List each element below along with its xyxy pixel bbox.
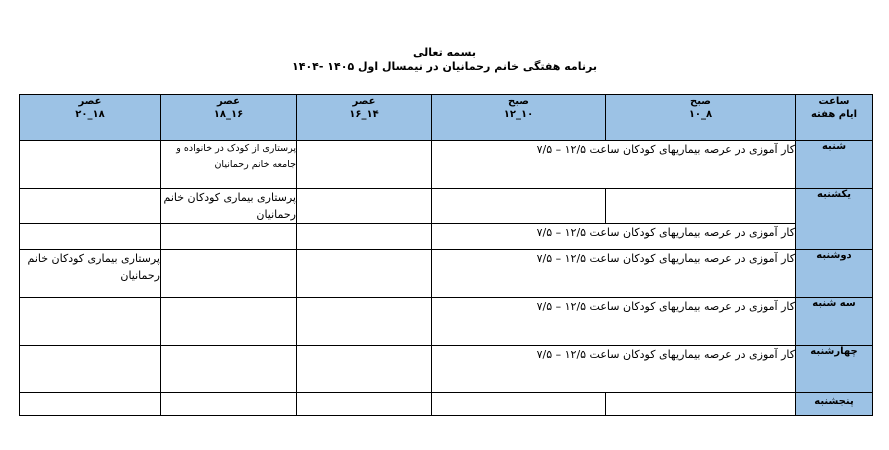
- empty-cell: [432, 189, 606, 224]
- empty-cell: [297, 346, 432, 393]
- column-header-day: ساعت ایام هفته: [796, 95, 873, 141]
- table-row-wednesday: [20, 346, 873, 393]
- empty-cell: [297, 393, 432, 416]
- empty-cell: [161, 393, 297, 416]
- empty-cell: [20, 298, 161, 346]
- course-cell-sunday-16-18: پرستاری بیماری کودکان خانم رحمانیان: [161, 189, 297, 224]
- training-cell-wednesday: کار آموزی در عرصه بیماریهای کودکان ساعت ۱۲/۵ – ۷/۵: [432, 346, 796, 393]
- course-cell-saturday-16-18: پرستاری از کودک در خانواده و جامعه خانم رحمانیان: [161, 141, 297, 189]
- header-subtitle: برنامه هفتگی خانم رحمانیان در نیمسال اول ۱۴۰۵ -۱۴۰۴: [292, 60, 597, 73]
- empty-cell: [161, 250, 297, 298]
- table-row-saturday: [20, 141, 873, 189]
- column-header-16-18: عصر ۱۶_۱۸: [161, 95, 297, 141]
- page-header: [0, 46, 889, 74]
- column-header-14-16: عصر ۱۴_۱۶: [297, 95, 432, 141]
- empty-cell: [20, 224, 161, 250]
- empty-cell: [161, 298, 297, 346]
- empty-cell: [20, 141, 161, 189]
- empty-cell: [297, 189, 432, 224]
- column-header-8-10: صبح ۸_۱۰: [606, 95, 796, 141]
- day-saturday: شنبه: [796, 141, 873, 189]
- table-row-monday: [20, 250, 873, 298]
- table-row-sunday: [20, 189, 873, 224]
- header-row: [20, 95, 873, 141]
- day-monday: دوشنبه: [796, 250, 873, 298]
- empty-cell: [606, 189, 796, 224]
- table-row-tuesday: [20, 298, 873, 346]
- empty-cell: [297, 224, 432, 250]
- course-cell-monday-18-20: پرستاری بیماری کودکان خانم رحمانیان: [20, 250, 161, 298]
- empty-cell: [161, 346, 297, 393]
- table-row-thursday: [20, 393, 873, 416]
- training-cell-saturday: کار آموزی در عرصه بیماریهای کودکان ساعت ۱۲/۵ – ۷/۵: [432, 141, 796, 189]
- empty-cell: [606, 393, 796, 416]
- empty-cell: [297, 250, 432, 298]
- header-title: بسمه تعالی: [413, 46, 476, 59]
- training-cell-sunday: کار آموزی در عرصه بیماریهای کودکان ساعت ۱۲/۵ – ۷/۵: [432, 224, 796, 250]
- day-sunday: یکشنبه: [796, 189, 873, 250]
- empty-cell: [20, 393, 161, 416]
- day-wednesday: چهارشنبه: [796, 346, 873, 393]
- day-thursday: پنجشنبه: [796, 393, 873, 416]
- empty-cell: [432, 393, 606, 416]
- weekly-schedule-table: [19, 94, 873, 416]
- column-header-10-12: صبح ۱۰_۱۲: [432, 95, 606, 141]
- day-tuesday: سه شنبه: [796, 298, 873, 346]
- column-header-18-20: عصر ۱۸_۲۰: [20, 95, 161, 141]
- training-cell-monday: کار آموزی در عرصه بیماریهای کودکان ساعت ۱۲/۵ – ۷/۵: [432, 250, 796, 298]
- empty-cell: [297, 141, 432, 189]
- empty-cell: [20, 346, 161, 393]
- empty-cell: [20, 189, 161, 224]
- empty-cell: [161, 224, 297, 250]
- empty-cell: [297, 298, 432, 346]
- table-row-sunday-2: [20, 224, 873, 250]
- training-cell-tuesday: کار آموزی در عرصه بیماریهای کودکان ساعت ۱۲/۵ – ۷/۵: [432, 298, 796, 346]
